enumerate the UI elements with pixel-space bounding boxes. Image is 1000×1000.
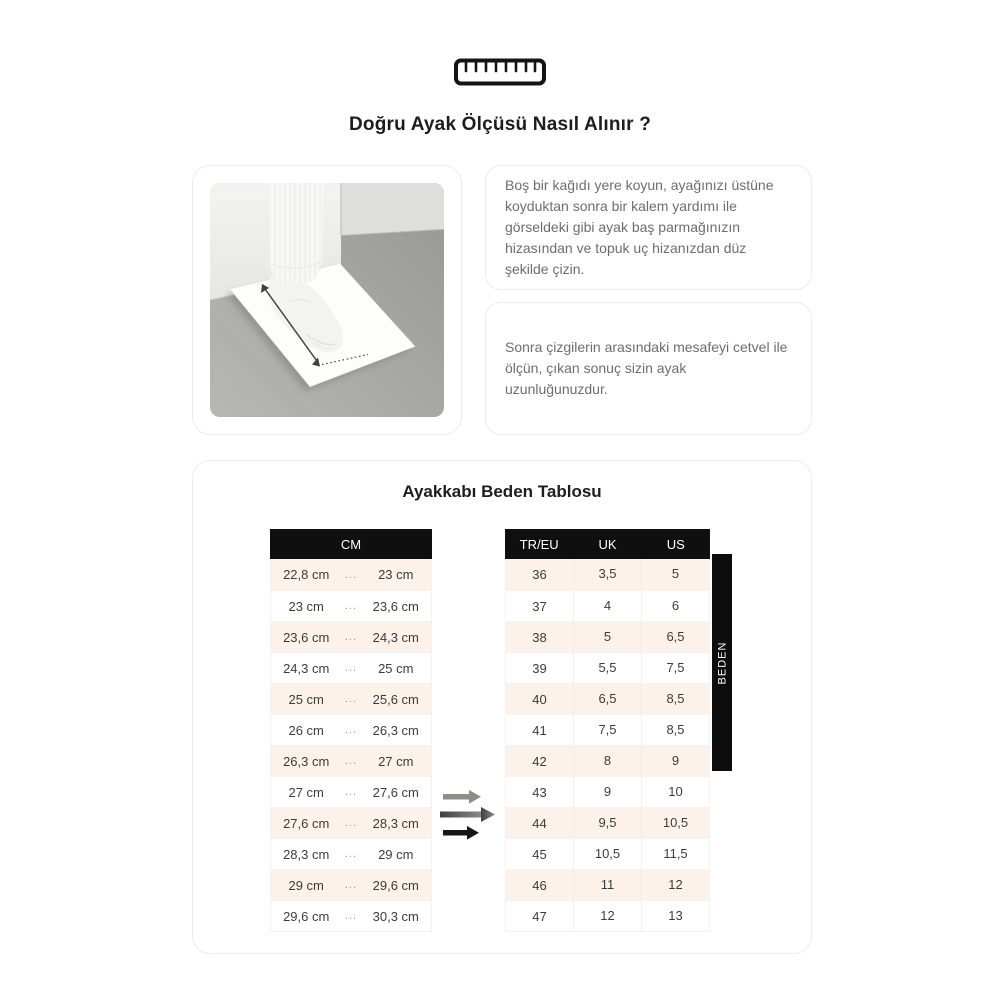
table-row	[506, 714, 709, 745]
range-dots: ...	[344, 817, 358, 829]
size-chart-title: Ayakkabı Beden Tablosu	[402, 482, 602, 501]
cm-max-value: 28,3 cm	[372, 815, 419, 831]
cm-min-value: 27 cm	[288, 784, 324, 800]
range-dots: ...	[344, 848, 358, 860]
size-chart-card	[192, 460, 812, 954]
foot-measurement-photo	[210, 183, 444, 417]
cm-min-value: 25 cm	[288, 691, 324, 707]
table-row	[271, 714, 431, 745]
size-uk-value: 5,5	[573, 653, 641, 683]
cm-min-value: 29 cm	[288, 877, 324, 893]
instruction-box-1	[485, 165, 812, 290]
size-uk-value: 12	[573, 901, 641, 931]
photo-card	[192, 165, 462, 435]
instruction-text-1: Boş bir kağıdı yere koyun, ayağınızı üstüne koyduktan sonra bir kalem yardımı ile görseldeki gibi ayak baş parmağınızın hizasından ve topuk uç hizanızdan düz şekilde çizin.	[505, 177, 774, 277]
size-treu-value: 39	[532, 660, 547, 676]
table-row	[506, 807, 709, 838]
range-dots: ...	[344, 879, 358, 891]
size-us-value: 11,5	[641, 839, 709, 869]
size-uk-value: 10,5	[573, 839, 641, 869]
range-dots: ...	[344, 755, 358, 767]
size-us-value: 8,5	[641, 715, 709, 745]
table-row	[506, 776, 709, 807]
range-dots: ...	[344, 631, 358, 643]
cm-max-value: 25 cm	[378, 660, 414, 676]
intro-section	[192, 165, 812, 435]
table-row	[506, 590, 709, 621]
size-us-value: 10,5	[641, 808, 709, 838]
transfer-arrows-icon	[432, 529, 505, 932]
table-row	[506, 559, 709, 590]
conversion-table-header	[505, 529, 710, 559]
size-uk-value: 7,5	[573, 715, 641, 745]
size-uk-value: 11	[573, 870, 641, 900]
size-us-value: 8,5	[641, 684, 709, 714]
cm-min-value: 29,6 cm	[283, 908, 330, 924]
size-us-value: 10	[641, 777, 709, 807]
range-dots: ...	[344, 600, 358, 612]
cm-max-value: 25,6 cm	[372, 691, 419, 707]
size-chart-tables	[193, 529, 811, 932]
size-treu-value: 36	[532, 567, 547, 582]
size-us-value: 13	[641, 901, 709, 931]
size-treu-value: 38	[532, 629, 547, 645]
conversion-table-wrap	[505, 529, 728, 932]
cm-max-value: 23 cm	[378, 567, 414, 582]
cm-max-value: 27,6 cm	[372, 784, 419, 800]
table-row	[271, 745, 431, 776]
cm-max-value: 24,3 cm	[372, 629, 419, 645]
size-treu-value: 46	[532, 877, 547, 893]
table-row	[506, 652, 709, 683]
cm-min-value: 26,3 cm	[283, 753, 330, 769]
size-treu-value: 47	[532, 908, 547, 924]
cm-min-value: 23 cm	[288, 598, 324, 614]
conversion-table	[505, 529, 710, 932]
table-row	[271, 683, 431, 714]
size-uk-value: 5	[573, 622, 641, 652]
size-uk-value: 4	[573, 591, 641, 621]
size-treu-value: 40	[532, 691, 547, 707]
table-row	[506, 869, 709, 900]
cm-min-value: 24,3 cm	[283, 660, 330, 676]
size-treu-value: 41	[532, 722, 547, 738]
table-row	[506, 683, 709, 714]
table-row	[506, 838, 709, 869]
cm-min-value: 23,6 cm	[283, 629, 330, 645]
size-us-value: 12	[641, 870, 709, 900]
page-title: Doğru Ayak Ölçüsü Nasıl Alınır ?	[348, 114, 651, 135]
range-dots: ...	[344, 786, 358, 798]
cm-max-value: 29,6 cm	[372, 877, 419, 893]
size-uk-value: 9,5	[573, 808, 641, 838]
conversion-table-body	[505, 559, 710, 932]
range-dots: ...	[344, 568, 358, 581]
size-treu-value: 45	[532, 846, 547, 862]
beden-label: BEDEN	[716, 641, 728, 684]
cm-min-value: 22,8 cm	[283, 567, 330, 582]
header-cell-treu: TR/EU	[519, 536, 559, 552]
table-row	[271, 559, 431, 590]
size-treu-value: 37	[532, 598, 547, 614]
table-row	[271, 652, 431, 683]
size-uk-value: 8	[573, 746, 641, 776]
table-row	[271, 590, 431, 621]
table-row	[506, 621, 709, 652]
size-us-value: 6	[641, 591, 709, 621]
table-row	[271, 807, 431, 838]
table-row	[271, 838, 431, 869]
size-treu-value: 43	[532, 784, 547, 800]
cm-max-value: 30,3 cm	[372, 908, 419, 924]
cm-max-value: 29 cm	[378, 846, 414, 862]
cm-min-value: 28,3 cm	[283, 846, 330, 862]
range-dots: ...	[344, 910, 358, 922]
size-us-value: 6,5	[641, 622, 709, 652]
beden-side-bar	[712, 554, 732, 771]
size-treu-value: 44	[532, 815, 547, 831]
header-cell-us: US	[666, 536, 685, 552]
cm-max-value: 23,6 cm	[372, 598, 419, 614]
instruction-box-2	[485, 302, 812, 435]
size-us-value: 5	[641, 559, 709, 590]
cm-table	[270, 529, 432, 932]
table-row	[271, 869, 431, 900]
cm-min-value: 26 cm	[288, 722, 324, 738]
cm-table-header: CM	[270, 529, 432, 559]
range-dots: ...	[344, 724, 358, 736]
size-us-value: 7,5	[641, 653, 709, 683]
size-treu-value: 42	[532, 753, 547, 769]
table-row	[271, 776, 431, 807]
size-uk-value: 3,5	[573, 559, 641, 590]
table-row	[271, 621, 431, 652]
cm-table-body	[270, 559, 432, 932]
instruction-boxes	[485, 165, 812, 435]
cm-max-value: 26,3 cm	[372, 722, 419, 738]
size-uk-value: 6,5	[573, 684, 641, 714]
table-row	[506, 900, 709, 931]
cm-max-value: 27 cm	[378, 753, 414, 769]
size-us-value: 9	[641, 746, 709, 776]
table-row	[506, 745, 709, 776]
cm-min-value: 27,6 cm	[283, 815, 330, 831]
header-cell-uk: UK	[598, 536, 617, 552]
instruction-text-2: Sonra çizgilerin arasındaki mesafeyi cetvel ile ölçün, çıkan sonuç sizin ayak uzunluğunuzdur.	[505, 339, 788, 397]
range-dots: ...	[344, 662, 358, 674]
size-uk-value: 9	[573, 777, 641, 807]
range-dots: ...	[344, 693, 358, 705]
ruler-icon	[0, 58, 1000, 86]
table-row	[271, 900, 431, 931]
